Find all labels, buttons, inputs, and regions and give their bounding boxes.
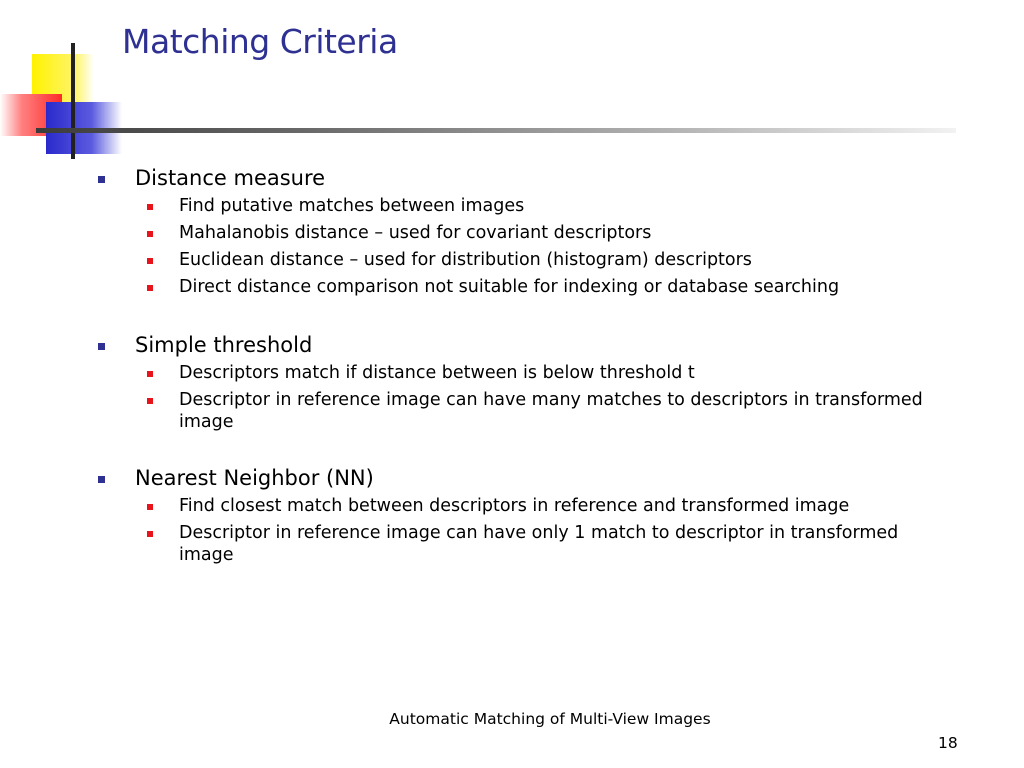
square-bullet-icon	[98, 343, 105, 350]
bullet-text: Descriptors match if distance between is below threshold t	[179, 363, 695, 383]
bullet-level2	[146, 522, 949, 566]
bullet-level2	[146, 362, 949, 384]
bullet-level2	[146, 249, 949, 271]
square-bullet-icon	[147, 504, 153, 510]
bullet-heading: Distance measure	[135, 166, 326, 190]
page-number: 18	[938, 734, 958, 752]
bullet-level2	[146, 276, 949, 298]
square-bullet-icon	[98, 476, 105, 483]
bullet-section	[98, 332, 978, 433]
square-bullet-icon	[147, 371, 153, 377]
bullet-heading: Nearest Neighbor (NN)	[135, 466, 374, 490]
bullet-text: Euclidean distance – used for distribution (histogram) descriptors	[179, 250, 752, 270]
bullet-section	[98, 465, 978, 566]
bullet-text: Descriptor in reference image can have many matches to descriptors in transformed image	[179, 390, 923, 432]
bullet-text: Direct distance comparison not suitable for indexing or database searching	[179, 277, 840, 297]
square-bullet-icon	[147, 258, 153, 264]
square-bullet-icon	[147, 531, 153, 537]
bullet-level2	[146, 222, 949, 244]
bullet-level1	[98, 332, 978, 358]
bullet-section	[98, 165, 978, 298]
square-bullet-icon	[147, 285, 153, 291]
bullet-level1	[98, 465, 978, 491]
square-bullet-icon	[147, 204, 153, 210]
bullet-text: Find closest match between descriptors in reference and transformed image	[179, 496, 850, 516]
square-bullet-icon	[98, 176, 105, 183]
slide-title: Matching Criteria	[122, 22, 398, 61]
bullet-text: Mahalanobis distance – used for covariant descriptors	[179, 223, 652, 243]
bullet-level2	[146, 195, 949, 217]
bullet-level2	[146, 389, 949, 433]
bullet-text: Find putative matches between images	[179, 196, 525, 216]
slide-footer: Automatic Matching of Multi-View Images	[389, 710, 711, 728]
square-bullet-icon	[147, 398, 153, 404]
bullet-level2	[146, 495, 949, 517]
square-bullet-icon	[147, 231, 153, 237]
bullet-heading: Simple threshold	[135, 333, 313, 357]
bullet-level1	[98, 165, 978, 191]
bullet-text: Descriptor in reference image can have only 1 match to descriptor in transformed image	[179, 523, 899, 565]
